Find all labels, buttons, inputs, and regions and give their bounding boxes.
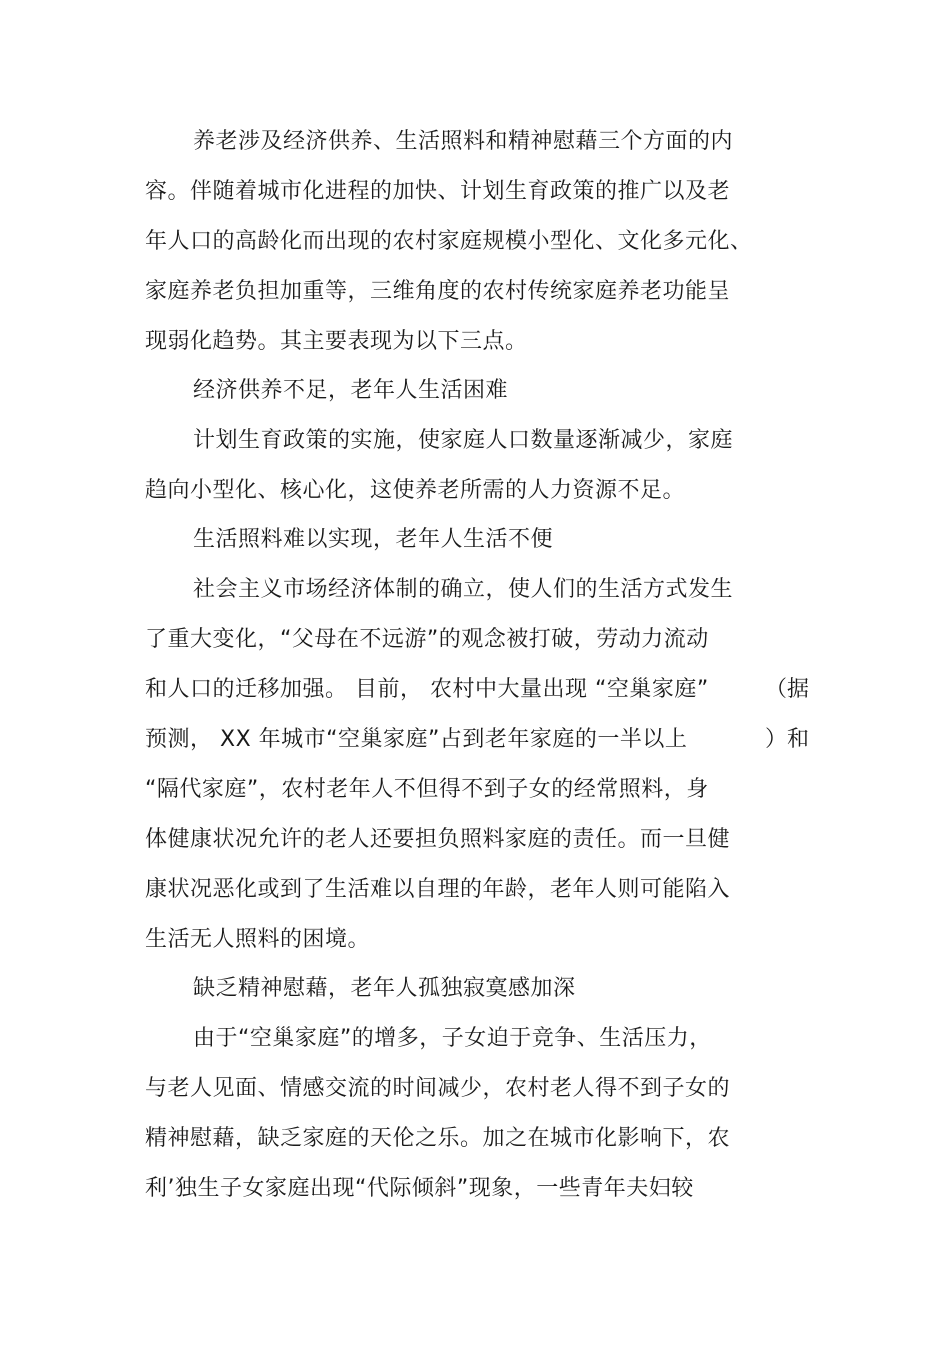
section-heading: 经济供养不足，老年人生活困难 <box>193 378 509 403</box>
paragraph-line: 趋向小型化、核心化，这使养老所需的人力资源不足。 <box>145 478 686 503</box>
paragraph-line: 利’独生子女家庭出现“代际倾斜”现象，一些青年夫妇较 <box>145 1176 694 1201</box>
paragraph-line-tail: （据 <box>765 677 810 702</box>
paragraph-line: 社会主义市场经济体制的确立，使人们的生活方式发生 <box>193 577 734 602</box>
paragraph-line: 康状况恶化或到了生活难以自理的年龄，老年人则可能陷入 <box>145 877 731 902</box>
paragraph-line: 计划生育政策的实施，使家庭人口数量逐渐减少，家庭 <box>193 428 734 453</box>
paragraph-line: 现弱化趋势。其主要表现为以下三点。 <box>145 329 528 354</box>
paragraph-line: 生活无人照料的困境。 <box>145 927 371 952</box>
paragraph-line: 精神慰藉，缺乏家庭的天伦之乐。加之在城市化影响下，农 <box>145 1126 731 1151</box>
section-heading: 缺乏精神慰藉，老年人孤独寂寞感加深 <box>193 976 576 1001</box>
paragraph-line: 了重大变化，“父母在不远游”的观念被打破，劳动力流动 <box>145 627 709 652</box>
paragraph-line: 和人口的迁移加强。 目前， 农村中大量出现 “空巢家庭” <box>145 677 709 702</box>
paragraph-line: 由于“空巢家庭”的增多，子女迫于竞争、生活压力， <box>193 1026 712 1051</box>
paragraph-line: 年人口的高龄化而出现的农村家庭规模小型化、文化多元化、 <box>145 229 753 254</box>
paragraph-line: 预测， XX 年城市“空巢家庭”占到老年家庭的一半以上 <box>145 727 688 752</box>
paragraph-line: “隔代家庭”，农村老年人不但得不到子女的经常照料，身 <box>145 777 709 802</box>
paragraph-line: 与老人见面、情感交流的时间减少，农村老人得不到子女的 <box>145 1076 731 1101</box>
paragraph-line: 体健康状况允许的老人还要担负照料家庭的责任。而一旦健 <box>145 827 731 852</box>
paragraph-line: 家庭养老负担加重等，三维角度的农村传统家庭养老功能呈 <box>145 279 731 304</box>
section-heading: 生活照料难以实现，老年人生活不便 <box>193 527 554 552</box>
paragraph-line: 容。伴随着城市化进程的加快、计划生育政策的推广以及老 <box>145 179 731 204</box>
paragraph-line-tail: ）和 <box>765 727 810 752</box>
paragraph-line: 养老涉及经济供养、生活照料和精神慰藉三个方面的内 <box>193 129 734 154</box>
